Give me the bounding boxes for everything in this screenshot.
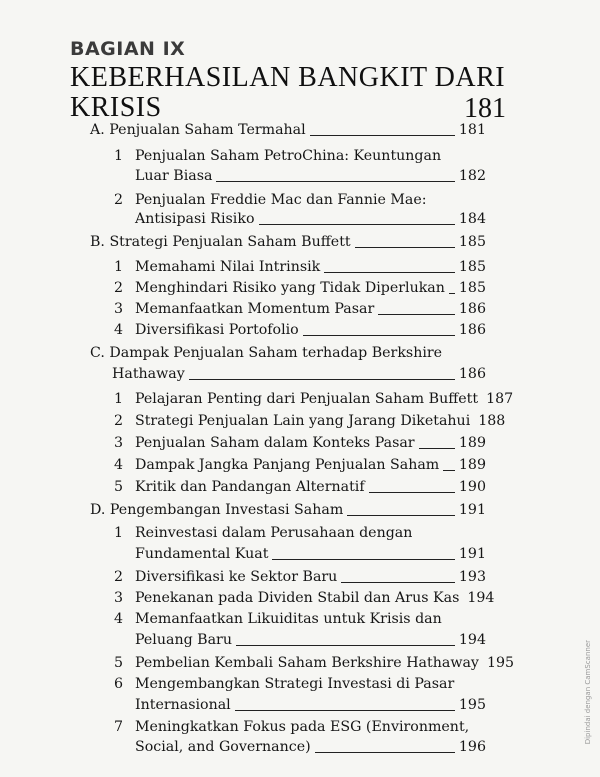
toc-item-a1[interactable] <box>135 167 486 185</box>
toc-item-c2[interactable] <box>135 412 506 430</box>
toc-item-c1[interactable] <box>135 390 514 408</box>
toc-item-a1-page: 182 <box>458 168 486 184</box>
toc-item-number: 7 <box>114 719 124 735</box>
toc-item-number: 4 <box>114 611 124 627</box>
dot-leader <box>189 378 455 380</box>
toc-item-d3-text: Penekanan pada Dividen Stabil dan Arus Kas <box>135 590 460 606</box>
toc-item-b3-text: Memanfaatkan Momentum Pasar <box>135 301 375 317</box>
toc-section-a[interactable] <box>90 121 486 139</box>
toc-item-c2-page: 188 <box>478 413 506 429</box>
dot-leader <box>324 271 455 273</box>
toc-item-number: 4 <box>114 322 124 338</box>
dot-leader <box>369 491 455 493</box>
toc-section-d-page: 191 <box>458 502 486 518</box>
toc-item-number: 6 <box>114 676 124 692</box>
toc-item-number: 1 <box>114 525 124 541</box>
toc-item-d1-page: 191 <box>458 546 486 562</box>
toc-item-d1-line2: Fundamental Kuat <box>135 546 269 562</box>
toc-item-a2-line1[interactable]: Penjualan Freddie Mac dan Fannie Mae: <box>135 192 427 208</box>
toc-item-c4-page: 189 <box>458 457 486 473</box>
toc-item-d6-line1[interactable]: Mengembangkan Strategi Investasi di Pasar <box>135 676 455 692</box>
dot-leader <box>310 134 455 136</box>
chapter-title-line1: KEBERHASILAN BANGKIT DARI <box>70 62 506 93</box>
toc-item-d4-page: 194 <box>458 632 486 648</box>
toc-item-number: 1 <box>114 259 124 275</box>
toc-item-d6-page: 195 <box>458 697 486 713</box>
toc-item-d1[interactable] <box>135 545 486 563</box>
toc-item-b1-text: Memahami Nilai Intrinsik <box>135 259 321 275</box>
chapter-title-line2: KRISIS <box>70 92 162 123</box>
toc-item-number: 2 <box>114 413 124 429</box>
toc-item-number: 3 <box>114 435 124 451</box>
dot-leader <box>216 180 454 182</box>
toc-section-a-page: 181 <box>458 122 486 138</box>
toc-item-d5[interactable] <box>135 654 515 672</box>
toc-item-b4-page: 186 <box>458 322 486 338</box>
toc-item-a2-line2: Antisipasi Risiko <box>135 211 255 227</box>
toc-item-d6[interactable] <box>135 696 486 714</box>
toc-section-b[interactable] <box>90 233 486 251</box>
dot-leader <box>303 334 455 336</box>
toc-item-b4-text: Diversifikasi Portofolio <box>135 322 299 338</box>
toc-section-c[interactable] <box>112 365 486 383</box>
toc-item-d3-page: 194 <box>467 590 495 606</box>
toc-item-c5-text: Kritik dan Pandangan Alternatif <box>135 479 365 495</box>
toc-item-a1-line2: Luar Biasa <box>135 168 213 184</box>
dot-leader <box>341 581 455 583</box>
toc-section-d[interactable] <box>90 501 486 519</box>
toc-item-b2-text: Menghindari Risiko yang Tidak Diperlukan <box>135 280 445 296</box>
dot-leader <box>355 246 455 248</box>
dot-leader <box>272 558 454 560</box>
toc-item-d4-line2: Peluang Baru <box>135 632 232 648</box>
toc-item-c3-text: Penjualan Saham dalam Konteks Pasar <box>135 435 415 451</box>
toc-item-a2-page: 184 <box>458 211 486 227</box>
toc-item-d7-line2: Social, and Governance) <box>135 739 311 755</box>
toc-item-b3[interactable] <box>135 300 486 318</box>
toc-item-number: 3 <box>114 301 124 317</box>
toc-section-d-label: D. Pengembangan Investasi Saham <box>90 502 344 518</box>
toc-section-c-line2: Hathaway <box>112 366 185 382</box>
toc-item-number: 3 <box>114 590 124 606</box>
toc-item-d4-line1[interactable]: Memanfaatkan Likuiditas untuk Krisis dan <box>135 611 442 627</box>
toc-item-c1-page: 187 <box>486 391 514 407</box>
toc-item-d3[interactable] <box>135 589 495 607</box>
toc-item-number: 2 <box>114 569 124 585</box>
toc-item-d2-page: 193 <box>458 569 486 585</box>
chapter-title <box>70 63 505 123</box>
dot-leader <box>443 469 455 471</box>
dot-leader <box>378 313 455 315</box>
toc-section-b-label: B. Strategi Penjualan Saham Buffett <box>90 234 351 250</box>
toc-section-c-page: 186 <box>458 366 486 382</box>
toc-item-d7-page: 196 <box>458 739 486 755</box>
toc-item-c2-text: Strategi Penjualan Lain yang Jarang Diketahui <box>135 413 471 429</box>
toc-item-number: 1 <box>114 391 124 407</box>
toc-item-number: 5 <box>114 655 124 671</box>
toc-item-c3[interactable] <box>135 434 486 452</box>
toc-item-c5[interactable] <box>135 478 486 496</box>
dot-leader <box>419 447 455 449</box>
toc-item-d6-line2: Internasional <box>135 697 231 713</box>
toc-item-c4[interactable] <box>135 456 486 474</box>
toc-item-b2[interactable] <box>135 279 486 297</box>
toc-item-number: 5 <box>114 479 124 495</box>
toc-item-b3-page: 186 <box>458 301 486 317</box>
dot-leader <box>259 223 455 225</box>
toc-item-d4[interactable] <box>135 631 486 649</box>
toc-section-a-label: A. Penjualan Saham Termahal <box>90 122 306 138</box>
toc-item-d7-line1[interactable]: Meningkatkan Fokus pada ESG (Environment, <box>135 719 470 735</box>
toc-item-number: 2 <box>114 192 124 208</box>
toc-section-b-page: 185 <box>458 234 486 250</box>
toc-item-c1-text: Pelajaran Penting dari Penjualan Saham Buffett <box>135 391 479 407</box>
toc-item-c5-page: 190 <box>458 479 486 495</box>
dot-leader <box>315 751 455 753</box>
toc-item-d7[interactable] <box>135 738 486 756</box>
toc-item-number: 1 <box>114 148 124 164</box>
toc-item-d2[interactable] <box>135 568 486 586</box>
dot-leader <box>236 644 455 646</box>
dot-leader <box>347 514 455 516</box>
part-label: BAGIAN IX <box>70 38 186 60</box>
toc-item-b1-page: 185 <box>458 259 486 275</box>
toc-item-c3-page: 189 <box>458 435 486 451</box>
toc-item-c4-text: Dampak Jangka Panjang Penjualan Saham <box>135 457 440 473</box>
toc-section-c-line1[interactable]: C. Dampak Penjualan Saham terhadap Berkshire <box>90 345 443 361</box>
toc-item-number: 2 <box>114 280 124 296</box>
dot-leader <box>449 292 455 294</box>
toc-item-d5-text: Pembelian Kembali Saham Berkshire Hathaway <box>135 655 479 671</box>
dot-leader <box>235 709 455 711</box>
toc-item-d5-page: 195 <box>486 655 515 671</box>
toc-item-d1-line1[interactable]: Reinvestasi dalam Perusahaan dengan <box>135 525 413 541</box>
toc-item-number: 4 <box>114 457 124 473</box>
toc-item-b2-page: 185 <box>458 280 486 296</box>
toc-item-b1[interactable] <box>135 258 486 276</box>
chapter-page-number: 181 <box>464 93 506 124</box>
scanner-watermark: Dipindai dengan CamScanner <box>584 640 592 745</box>
toc-item-a1-line1[interactable]: Penjualan Saham PetroChina: Keuntungan <box>135 148 442 164</box>
toc-item-d2-text: Diversifikasi ke Sektor Baru <box>135 569 338 585</box>
toc-item-a2[interactable] <box>135 210 486 228</box>
toc-item-b4[interactable] <box>135 321 486 339</box>
